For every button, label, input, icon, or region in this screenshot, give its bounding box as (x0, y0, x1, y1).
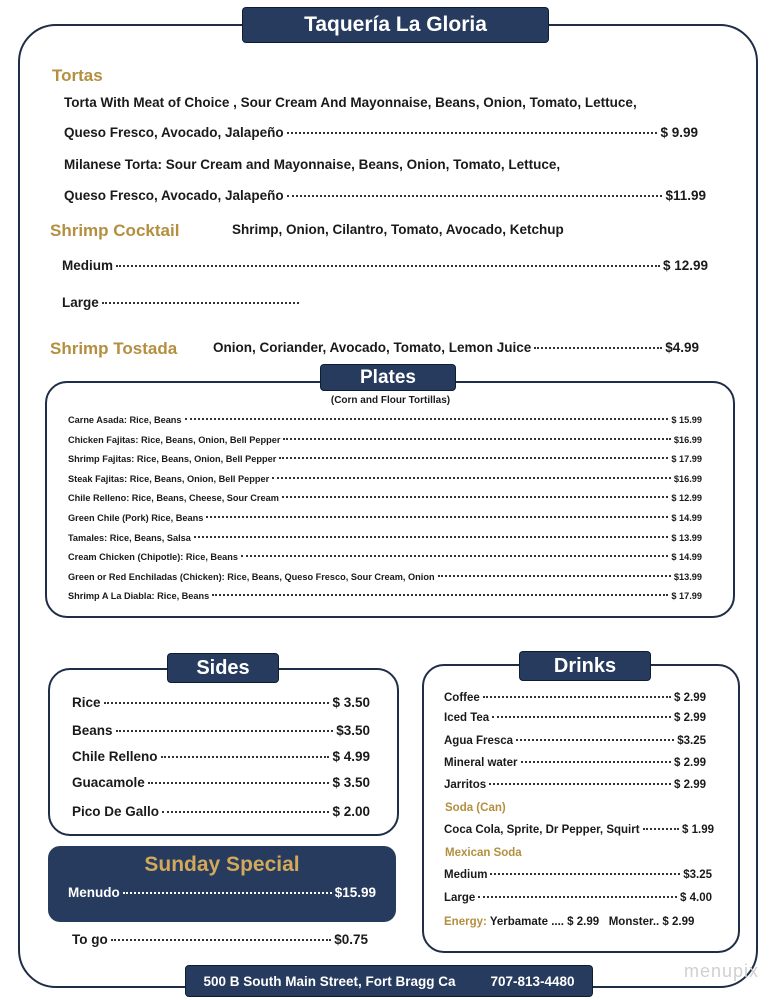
sunday-special-menudo (68, 885, 376, 900)
dot-leader (490, 873, 680, 875)
item-name: Queso Fresco, Avocado, Jalapeño (64, 188, 284, 203)
item-name: Large (62, 295, 99, 310)
item-name: Agua Fresca (444, 735, 514, 747)
plate-item (68, 533, 702, 543)
side-item (72, 723, 370, 738)
item-name: Chile Relleno (72, 749, 158, 764)
drink-item (444, 757, 706, 769)
plate-item (68, 513, 702, 523)
item-name: Queso Fresco, Avocado, Jalapeño (64, 125, 284, 140)
shrimp-cocktail-description: Shrimp, Onion, Cilantro, Tomato, Avocado, Ketchup (232, 222, 564, 237)
dot-leader (116, 730, 334, 732)
mexican-soda-heading: Mexican Soda (445, 847, 522, 859)
item-price: $ 2.99 (674, 692, 706, 704)
item-price: $3.25 (683, 869, 712, 881)
plates-heading (321, 365, 455, 390)
dot-leader (478, 896, 677, 898)
title-text: Taquería La Gloria (304, 13, 487, 36)
mexican-soda-item (444, 892, 712, 904)
footer-phone: 707-813-4480 (490, 973, 575, 989)
dot-leader (185, 418, 669, 420)
item-description: Onion, Coriander, Avocado, Tomato, Lemon Juice (213, 340, 532, 355)
item-price: $3.25 (677, 735, 706, 747)
item-price: $3.50 (336, 723, 370, 738)
tortas-heading: Tortas (52, 66, 103, 85)
item-name: Jarritos (444, 779, 487, 791)
item-price: $ 1.99 (682, 824, 714, 836)
plate-item (68, 493, 702, 503)
dot-leader (438, 575, 671, 577)
plate-item (68, 591, 702, 601)
energy-label: Energy: (444, 916, 487, 928)
sunday-special-to-go (72, 932, 368, 947)
item-price: $ 4.00 (680, 892, 712, 904)
restaurant-title (243, 8, 548, 42)
item-price: $ 14.99 (671, 552, 702, 563)
plates-heading-text: Plates (360, 366, 416, 388)
item-price: $4.99 (665, 340, 699, 355)
dot-leader (516, 739, 674, 741)
side-item (72, 695, 370, 710)
item-name: Medium (444, 869, 488, 881)
dot-leader (483, 696, 671, 698)
dot-leader (272, 477, 671, 479)
item-name: Chile Relleno: Rice, Beans, Cheese, Sour Cream (68, 493, 279, 504)
item-price: $ 13.99 (671, 532, 702, 543)
torta-item2 (64, 188, 706, 203)
plate-item (68, 572, 702, 582)
shrimp-tostada (213, 340, 699, 355)
dot-leader (104, 702, 330, 704)
item-price: $11.99 (665, 188, 706, 203)
item-price: $ 2.99 (674, 757, 706, 769)
item-name: Iced Tea (444, 712, 490, 724)
side-item (72, 775, 370, 790)
dot-leader (206, 516, 668, 518)
dot-leader (279, 457, 668, 459)
item-price: $ 17.99 (671, 591, 702, 602)
item-price: $ 4.99 (332, 749, 370, 764)
energy-items: Yerbamate .... $ 2.99 Monster.. $ 2.99 (489, 916, 695, 928)
drink-item (444, 735, 706, 747)
item-name: Shrimp Fajitas: Rice, Beans, Onion, Bell Pepper (68, 454, 277, 465)
item-price: $ 12.99 (671, 493, 702, 504)
torta-item2-line1: Milanese Torta: Sour Cream and Mayonnaise, Beans, Onion, Tomato, Lettuce, (64, 157, 561, 172)
item-price: $16.99 (673, 473, 702, 484)
side-item (72, 749, 370, 764)
item-name: Menudo (68, 885, 120, 900)
item-name: Coffee (444, 692, 480, 704)
shrimp-cocktail-medium (62, 258, 708, 273)
item-name: Tamales: Rice, Beans, Salsa (68, 532, 191, 543)
item-price: $ 14.99 (671, 513, 702, 523)
sunday-special-heading: Sunday Special (144, 853, 300, 876)
mexican-soda-item (444, 869, 712, 881)
item-price: $ 9.99 (660, 125, 698, 140)
dot-leader (241, 555, 668, 557)
sides-heading-text: Sides (196, 656, 250, 679)
item-name: Steak Fajitas: Rice, Beans, Onion, Bell Pepper (68, 473, 270, 484)
item-name: Pico De Gallo (72, 804, 160, 819)
soda-can-item (444, 824, 714, 836)
item-name: Coca Cola, Sprite, Dr Pepper, Squirt (444, 824, 640, 836)
item-name: Medium (62, 258, 114, 273)
plate-item (68, 552, 702, 562)
dot-leader (283, 438, 670, 440)
drinks-heading (520, 652, 650, 680)
item-name: Beans (72, 723, 113, 738)
torta-item1-line1: Torta With Meat of Choice , Sour Cream And Mayonnaise, Beans, Onion, Tomato, Lettuce, (64, 95, 637, 110)
dot-leader (492, 716, 671, 718)
dot-leader (162, 811, 329, 813)
dot-leader (161, 756, 330, 758)
item-price: $ 3.50 (332, 695, 370, 710)
dot-leader (521, 761, 672, 763)
item-name: Shrimp A La Diabla: Rice, Beans (68, 591, 210, 602)
drink-item (444, 692, 706, 704)
item-price: $ 3.50 (332, 775, 370, 790)
footer-address: 500 B South Main Street, Fort Bragg Ca (203, 973, 456, 989)
plate-item (68, 474, 702, 484)
item-name: Cream Chicken (Chipotle): Rice, Beans (68, 552, 239, 563)
item-name: Chicken Fajitas: Rice, Beans, Onion, Bell Pepper (68, 434, 281, 445)
item-price: $ 15.99 (671, 415, 702, 425)
item-price: $ 2.00 (332, 804, 370, 819)
item-name: To go (72, 932, 108, 947)
menupix-watermark: menupix (683, 961, 759, 981)
item-price: $16.99 (673, 434, 702, 445)
dot-leader (194, 536, 668, 538)
item-name: Carne Asada: Rice, Beans (68, 415, 182, 425)
item-name: Guacamole (72, 775, 145, 790)
footer-banner (186, 966, 592, 996)
item-price: $ 12.99 (662, 258, 708, 273)
item-name: Large (444, 892, 476, 904)
item-name: Green or Red Enchiladas (Chicken): Rice, Beans, Queso Fresco, Sour Cream, Onion (68, 571, 435, 582)
plates-subtitle: (Corn and Flour Tortillas) (330, 395, 451, 406)
torta-item1 (64, 125, 698, 140)
energy-drinks (444, 916, 694, 928)
dot-leader (148, 782, 330, 784)
item-price: $15.99 (334, 885, 376, 900)
sides-heading (168, 654, 278, 682)
dot-leader (282, 496, 668, 498)
item-price: $ 2.99 (674, 712, 706, 724)
side-item (72, 804, 370, 819)
drink-item (444, 712, 706, 724)
plate-item (68, 435, 702, 445)
soda-can-heading: Soda (Can) (445, 802, 506, 814)
item-price: $ 17.99 (671, 454, 702, 465)
item-price: $ 2.99 (674, 779, 706, 791)
plate-item (68, 454, 702, 464)
dot-leader (489, 783, 671, 785)
plate-item (68, 415, 702, 425)
shrimp-cocktail-large (62, 295, 302, 310)
item-price: $0.75 (334, 932, 368, 947)
item-name: Green Chile (Pork) Rice, Beans (68, 513, 204, 523)
dot-leader (212, 594, 668, 596)
item-price: $13.99 (673, 571, 702, 582)
drink-item (444, 779, 706, 791)
shrimp-cocktail-heading: Shrimp Cocktail (50, 221, 180, 240)
drinks-heading-text: Drinks (553, 654, 617, 677)
item-name: Mineral water (444, 757, 518, 769)
item-name: Rice (72, 695, 101, 710)
shrimp-tostada-heading: Shrimp Tostada (50, 339, 178, 358)
